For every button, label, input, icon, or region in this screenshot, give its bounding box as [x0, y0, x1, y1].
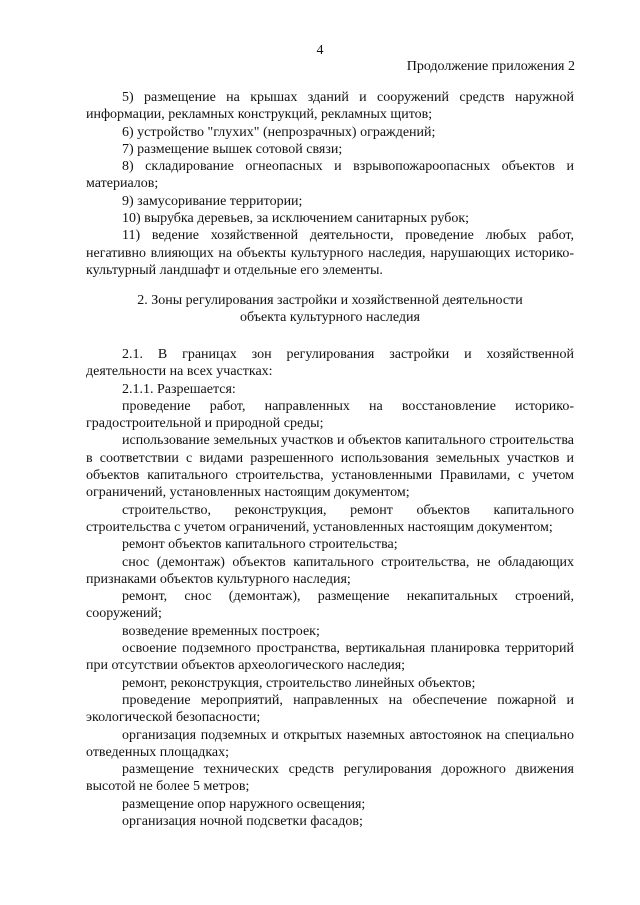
list-item: ремонт, реконструкция, строительство линейных объектов;	[122, 675, 476, 691]
list-item: 9) замусоривание территории;	[122, 193, 303, 209]
list-item: 7) размещение вышек сотовой связи;	[122, 141, 343, 157]
paragraph: 2.1.1. Разрешается:	[122, 381, 236, 397]
permissions-list	[86, 346, 574, 830]
list-item: 8) складирование огнеопасных и взрывопожароопасных объектов и материалов;	[86, 159, 574, 192]
section-heading-line: 2. Зоны регулирования застройки и хозяйственной деятельности	[137, 293, 523, 308]
list-item: 5) размещение на крышах зданий и сооружений средств наружной информации, рекламных конструкций, рекламных щитов;	[86, 90, 574, 123]
list-item: проведение работ, направленных на восстановление историко-градостроительной и природной среды;	[86, 398, 574, 432]
page-number: 4	[316, 43, 324, 58]
appendix-continuation-label: Продолжение приложения 2	[406, 59, 575, 74]
list-item: ремонт объектов капитального строительства;	[122, 537, 398, 553]
list-item: проведение мероприятий, направленных на обеспечение пожарной и экологической безопасности;	[86, 692, 574, 726]
restrictions-list	[86, 89, 574, 279]
section-heading	[86, 292, 574, 327]
list-item: строительство, реконструкция, ремонт объектов капитального строительства с учетом ограничений, установленных настоящим документом;	[86, 502, 574, 535]
list-item: возведение временных построек;	[122, 623, 320, 639]
list-item: организация подземных и открытых наземных автостоянок на специально отведенных площадках;	[86, 727, 574, 760]
list-item: размещение опор наружного освещения;	[122, 796, 366, 812]
list-item: 11) ведение хозяйственной деятельности, проведение любых работ, негативно влияющих на объекты культурного наследия, нарушающих историко-культурный ландшафт и отдельные его элементы.	[86, 228, 574, 278]
list-item: использование земельных участков и объектов капитального строительства в соответствии с видами разрешенного использования земельных участков и объектов капитального строительства, установленными Правилами, с учетом ограничений, установленных настоящим документом;	[86, 433, 574, 501]
list-item: 10) вырубка деревьев, за исключением санитарных рубок;	[122, 211, 470, 227]
list-item: организация ночной подсветки фасадов;	[122, 814, 363, 830]
list-item: размещение технических средств регулирования дорожного движения высотой не более 5 метров;	[86, 762, 574, 795]
section-heading-line: объекта культурного наследия	[240, 310, 420, 326]
list-item: ремонт, снос (демонтаж), размещение некапитальных строений, сооружений;	[86, 589, 574, 622]
list-item: 6) устройство "глухих" (непрозрачных) ограждений;	[122, 124, 436, 140]
list-item: освоение подземного пространства, вертикальная планировка территорий при отсутствии объектов археологического наследия;	[86, 641, 574, 674]
paragraph: 2.1. В границах зон регулирования застройки и хозяйственной деятельности на всех участках:	[86, 347, 574, 380]
list-item: снос (демонтаж) объектов капитального строительства, не обладающих признаками объектов культурного наследия;	[86, 554, 574, 587]
